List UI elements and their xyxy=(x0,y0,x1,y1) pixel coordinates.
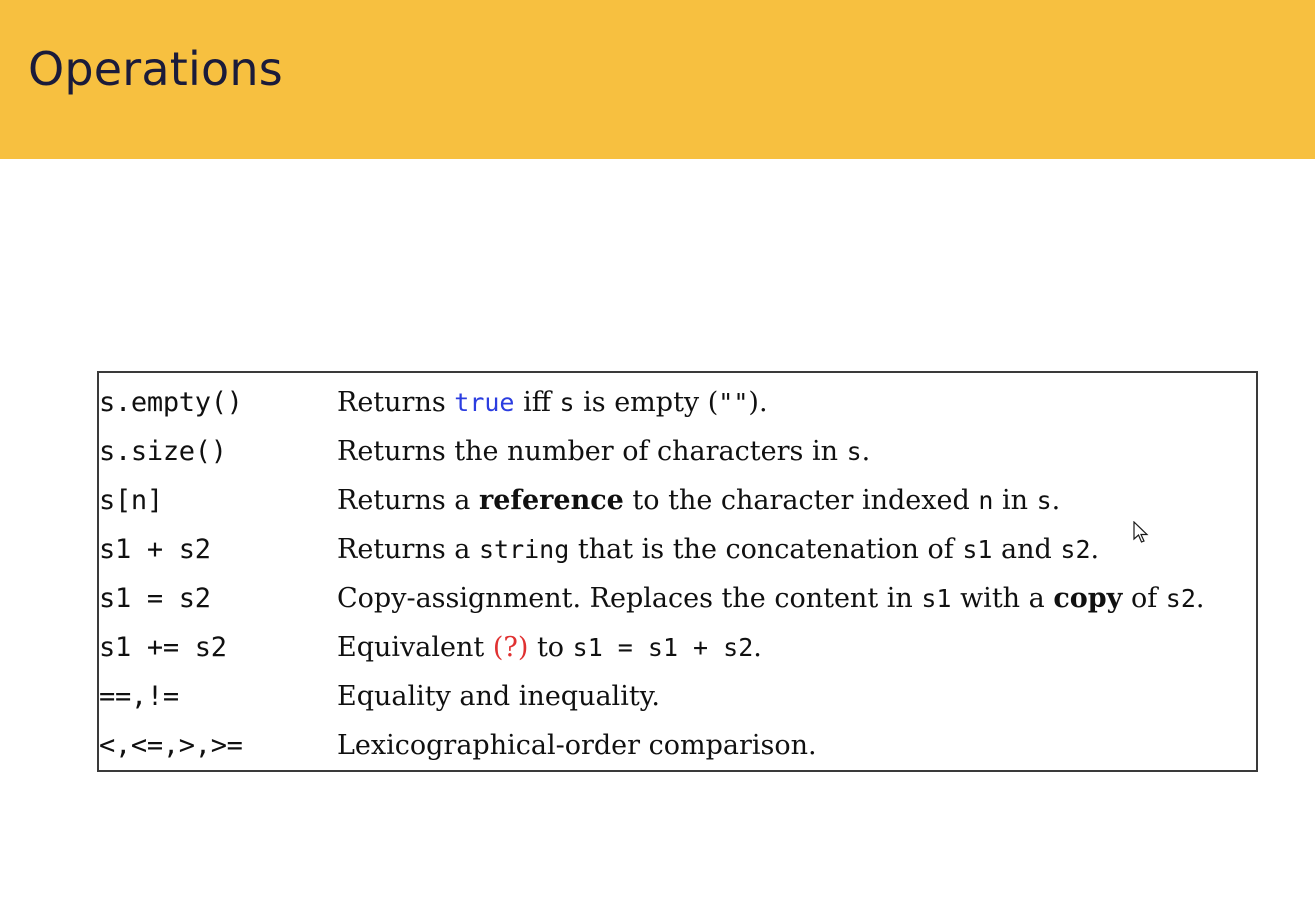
description-fragment: . xyxy=(753,632,762,663)
description-fragment: s2 xyxy=(1060,535,1091,564)
description-fragment: reference xyxy=(478,485,624,516)
operation-cell: s1 += s2 xyxy=(99,632,227,663)
description-cell xyxy=(337,436,1256,485)
description-fragment: with a xyxy=(951,583,1054,614)
operation-cell: s1 + s2 xyxy=(99,534,211,565)
description-fragment: . xyxy=(1051,485,1061,516)
description-fragment: Copy-assignment. Replaces the content in xyxy=(337,583,922,614)
description-cell xyxy=(337,387,1256,436)
description-fragment: Equality and inequality. xyxy=(337,681,660,712)
description-fragment: iff xyxy=(514,387,560,418)
table-row xyxy=(99,583,1256,632)
description-fragment: s1 xyxy=(962,535,993,564)
description-cell xyxy=(337,681,1256,730)
description-fragment: s xyxy=(1036,486,1052,515)
description-fragment: to the character indexed xyxy=(623,485,979,516)
table-row xyxy=(99,632,1256,681)
description-fragment: Lexicographical-order comparison. xyxy=(337,730,817,761)
description-fragment: in xyxy=(993,485,1037,516)
operation-cell: s.empty() xyxy=(99,387,243,418)
description-fragment: (?) xyxy=(492,632,529,663)
table-row xyxy=(99,730,1256,779)
description-fragment: string xyxy=(478,535,570,564)
description-fragment: Returns the number of characters in xyxy=(337,436,847,467)
description-fragment: . xyxy=(1195,583,1205,614)
operation-cell: ==,!= xyxy=(99,681,179,712)
description-fragment: Returns xyxy=(337,387,455,418)
table-row xyxy=(99,387,1256,436)
description-fragment: is empty ( xyxy=(574,387,719,418)
description-fragment: "" xyxy=(718,388,749,417)
operation-cell: <,<=,>,>= xyxy=(99,730,243,761)
operations-table xyxy=(97,371,1258,772)
operation-cell: s1 = s2 xyxy=(99,583,211,614)
description-cell xyxy=(337,485,1256,534)
slide-title-bar xyxy=(0,0,1315,159)
description-fragment: Returns a xyxy=(337,534,479,565)
table-row xyxy=(99,485,1256,534)
description-fragment: s2 xyxy=(1165,584,1196,613)
description-fragment: to xyxy=(528,632,573,663)
description-fragment: s xyxy=(846,437,862,466)
description-fragment: s xyxy=(559,388,575,417)
operation-cell: s.size() xyxy=(99,436,227,467)
description-cell xyxy=(337,583,1256,632)
description-cell xyxy=(337,534,1256,583)
table-row xyxy=(99,534,1256,583)
page-title: Operations xyxy=(28,42,283,96)
description-fragment: that is the concatenation of xyxy=(569,534,963,565)
description-cell xyxy=(337,632,1256,681)
description-fragment: ). xyxy=(748,387,768,418)
operations-table-body xyxy=(99,387,1256,779)
description-fragment: and xyxy=(992,534,1061,565)
table-row xyxy=(99,436,1256,485)
description-fragment: true xyxy=(454,388,515,417)
description-fragment: s1 = s1 + s2 xyxy=(572,633,754,662)
operation-cell: s[n] xyxy=(99,485,163,516)
description-fragment: Returns a xyxy=(337,485,479,516)
description-cell xyxy=(337,730,1256,779)
description-fragment: s1 xyxy=(921,584,952,613)
description-fragment: Equivalent xyxy=(337,632,493,663)
table-row xyxy=(99,681,1256,730)
description-fragment: of xyxy=(1122,583,1166,614)
description-fragment: . xyxy=(1090,534,1100,565)
description-fragment: . xyxy=(861,436,871,467)
description-fragment: n xyxy=(978,486,994,515)
description-fragment: copy xyxy=(1053,583,1123,614)
